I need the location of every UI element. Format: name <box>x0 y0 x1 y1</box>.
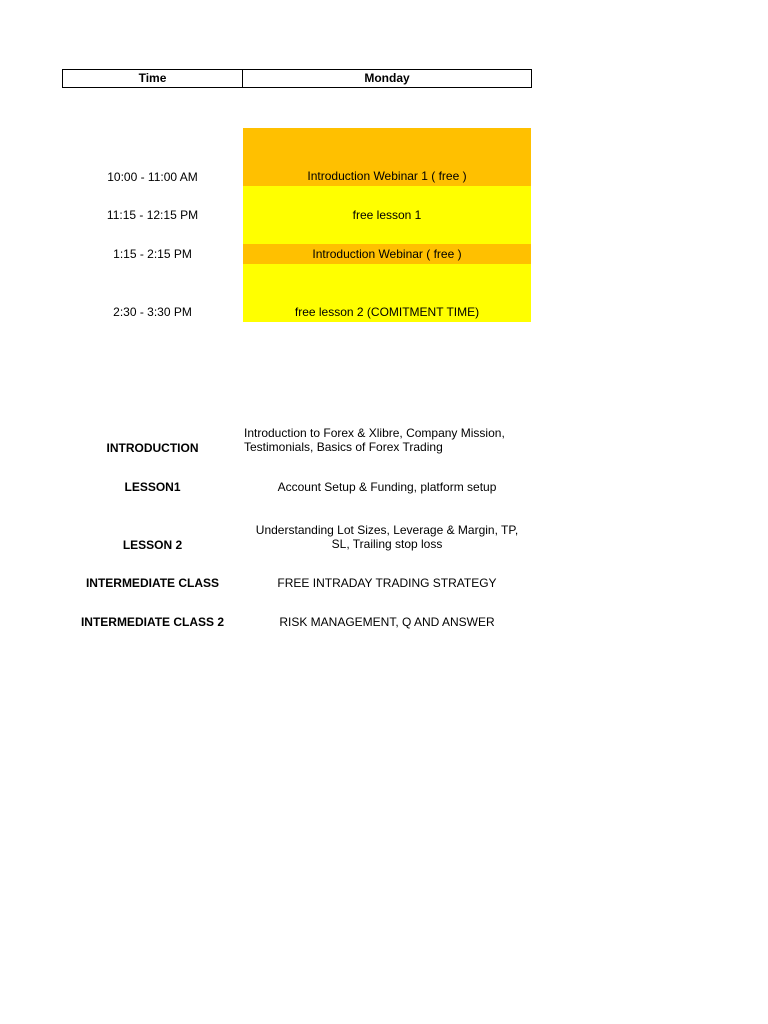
curriculum-label-lesson2: LESSON 2 <box>122 538 183 552</box>
schedule-session-3: Introduction Webinar ( free ) <box>312 247 462 261</box>
curriculum-desc-line: Testimonials, Basics of Forex Trading <box>244 440 443 454</box>
curriculum-desc-line: Account Setup & Funding, platform setup <box>277 480 497 494</box>
curriculum-label-introduction: INTRODUCTION <box>106 441 199 455</box>
curriculum-desc-line: RISK MANAGEMENT, Q AND ANSWER <box>279 615 495 629</box>
header-time-cell <box>62 69 243 88</box>
schedule-session-2: free lesson 1 <box>352 208 422 222</box>
curriculum-label-lesson1: LESSON1 <box>124 480 181 494</box>
schedule-slot-1 <box>243 128 531 186</box>
curriculum-desc-intermediate-class <box>243 576 531 590</box>
curriculum-label-intermediate-class-2: INTERMEDIATE CLASS 2 <box>80 615 225 629</box>
header-monday-label: Monday <box>364 71 410 85</box>
schedule-time-2: 11:15 - 12:15 PM <box>106 208 199 222</box>
schedule-time-1: 10:00 - 11:00 AM <box>107 170 198 184</box>
curriculum-desc-lesson1 <box>243 480 531 494</box>
schedule-session-4: free lesson 2 (COMITMENT TIME) <box>294 305 480 319</box>
header-monday-cell <box>242 69 532 88</box>
schedule-slot-4 <box>243 264 531 322</box>
curriculum-label-intermediate-class: INTERMEDIATE CLASS <box>85 576 220 590</box>
schedule-slot-2 <box>243 186 531 244</box>
curriculum-desc-line: Understanding Lot Sizes, Leverage & Margin, TP, <box>255 523 519 537</box>
schedule-slot-3 <box>243 244 531 264</box>
header-time-label: Time <box>138 71 167 85</box>
curriculum-desc-line: Introduction to Forex & Xlibre, Company Mission, <box>244 426 505 440</box>
curriculum-desc-line: FREE INTRADAY TRADING STRATEGY <box>277 576 497 590</box>
curriculum-desc-introduction <box>243 426 532 454</box>
schedule-session-1: Introduction Webinar 1 ( free ) <box>307 169 467 183</box>
curriculum-desc-lesson2 <box>243 523 531 551</box>
curriculum-desc-line: SL, Trailing stop loss <box>331 537 443 551</box>
schedule-time-4: 2:30 - 3:30 PM <box>113 305 192 319</box>
schedule-time-3: 1:15 - 2:15 PM <box>113 247 192 261</box>
curriculum-desc-intermediate-class-2 <box>243 615 531 629</box>
